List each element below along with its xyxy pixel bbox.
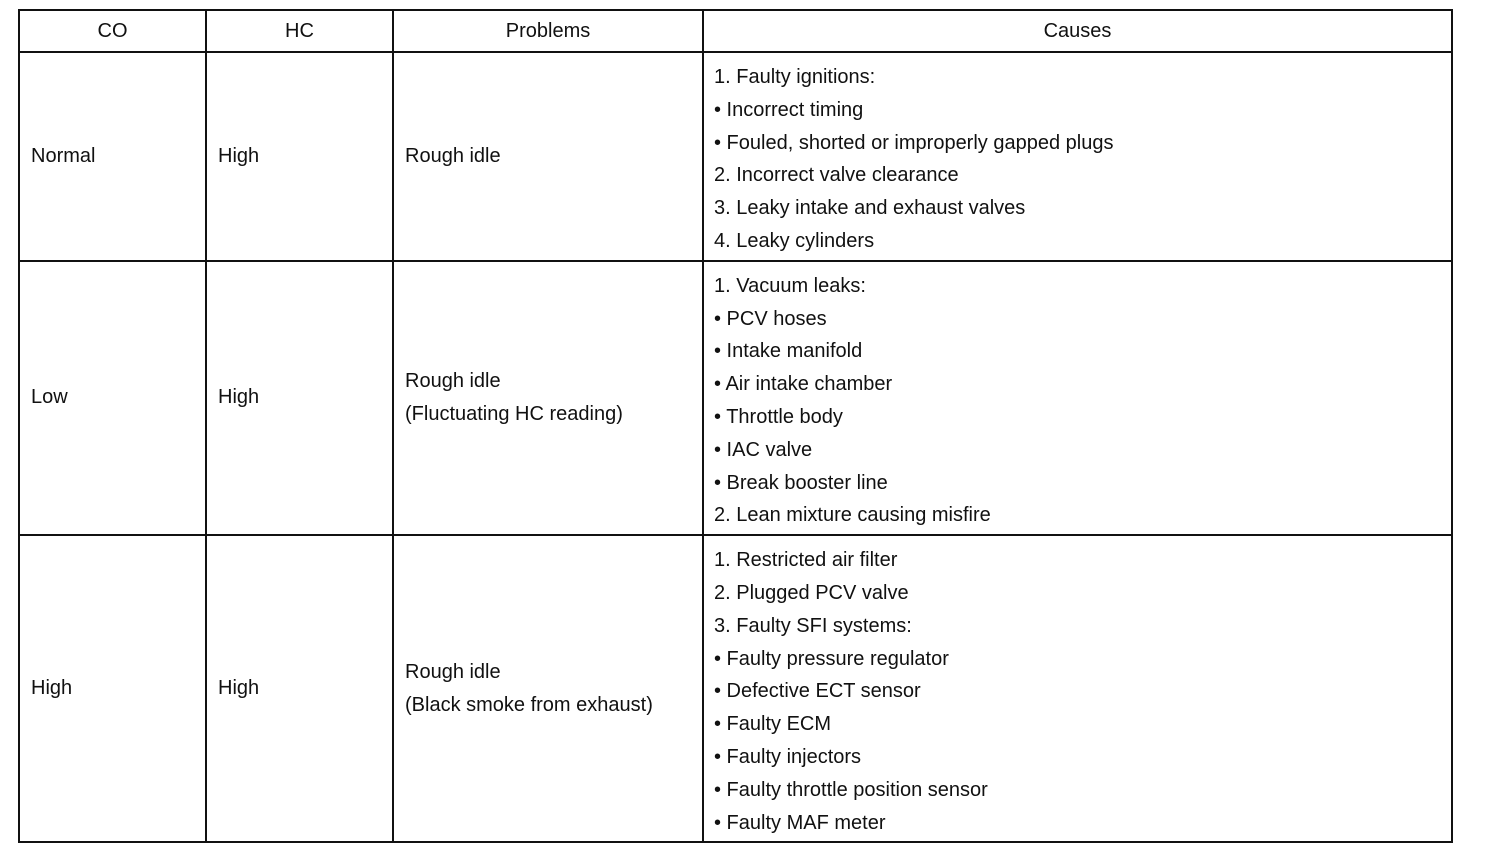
cause-line: • Break booster line (714, 471, 888, 494)
problem-line: (Fluctuating HC reading) (405, 402, 623, 425)
header-problems: Problems (393, 10, 703, 52)
cause-line: 4. Leaky cylinders (714, 229, 875, 252)
cause-line: • Fouled, shorted or improperly gapped plugs (714, 131, 1114, 154)
co-value: High (31, 677, 73, 700)
table-header (19, 10, 1452, 52)
co-cell (19, 52, 206, 261)
co-cell (19, 535, 206, 842)
co-value: Normal (31, 144, 96, 167)
header-causes: Causes (703, 10, 1452, 52)
problems-cell (393, 535, 703, 842)
table-row (19, 52, 1452, 261)
hc-value: High (218, 677, 260, 700)
problems-cell (393, 52, 703, 261)
cause-line: • Faulty MAF meter (714, 811, 886, 834)
cause-line: • Intake manifold (714, 340, 863, 363)
cause-line: 2. Plugged PCV valve (714, 581, 909, 604)
cause-line: 2. Incorrect valve clearance (714, 164, 959, 187)
table-body (19, 52, 1452, 842)
hc-cell (206, 52, 393, 261)
cause-line: • Air intake chamber (714, 373, 893, 396)
cause-line: • Throttle body (714, 405, 843, 428)
hc-cell (206, 261, 393, 535)
table-row (19, 535, 1452, 842)
cause-line: • PCV hoses (714, 307, 827, 330)
cause-line: 2. Lean mixture causing misfire (714, 504, 991, 527)
header-row (19, 10, 1452, 52)
problem-line: Rough idle (405, 144, 501, 167)
diagnosis-table (18, 9, 1453, 843)
causes-cell (703, 261, 1452, 535)
cause-line: 1. Vacuum leaks: (714, 274, 866, 297)
cause-line: • Faulty injectors (714, 745, 862, 768)
cause-line: • Defective ECT sensor (714, 680, 921, 703)
problem-line: Rough idle (405, 369, 501, 392)
hc-cell (206, 535, 393, 842)
co-value: Low (31, 386, 68, 409)
table-row (19, 261, 1452, 535)
cause-line: 3. Faulty SFI systems: (714, 614, 912, 637)
causes-cell (703, 535, 1452, 842)
cause-line: • Incorrect timing (714, 98, 864, 121)
problem-line: (Black smoke from exhaust) (405, 693, 653, 716)
hc-value: High (218, 144, 260, 167)
cause-line: 1. Restricted air filter (714, 549, 898, 572)
cause-line: • Faulty throttle position sensor (714, 778, 988, 801)
hc-value: High (218, 386, 260, 409)
causes-cell (703, 52, 1452, 261)
problems-cell (393, 261, 703, 535)
co-cell (19, 261, 206, 535)
cause-line: • Faulty ECM (714, 713, 832, 736)
cause-line: • Faulty pressure regulator (714, 647, 949, 670)
cause-line: 3. Leaky intake and exhaust valves (714, 197, 1026, 220)
header-hc: HC (206, 10, 393, 52)
problem-line: Rough idle (405, 660, 501, 683)
cause-line: 1. Faulty ignitions: (714, 66, 876, 88)
cause-line: • IAC valve (714, 438, 813, 461)
header-co: CO (19, 10, 206, 52)
